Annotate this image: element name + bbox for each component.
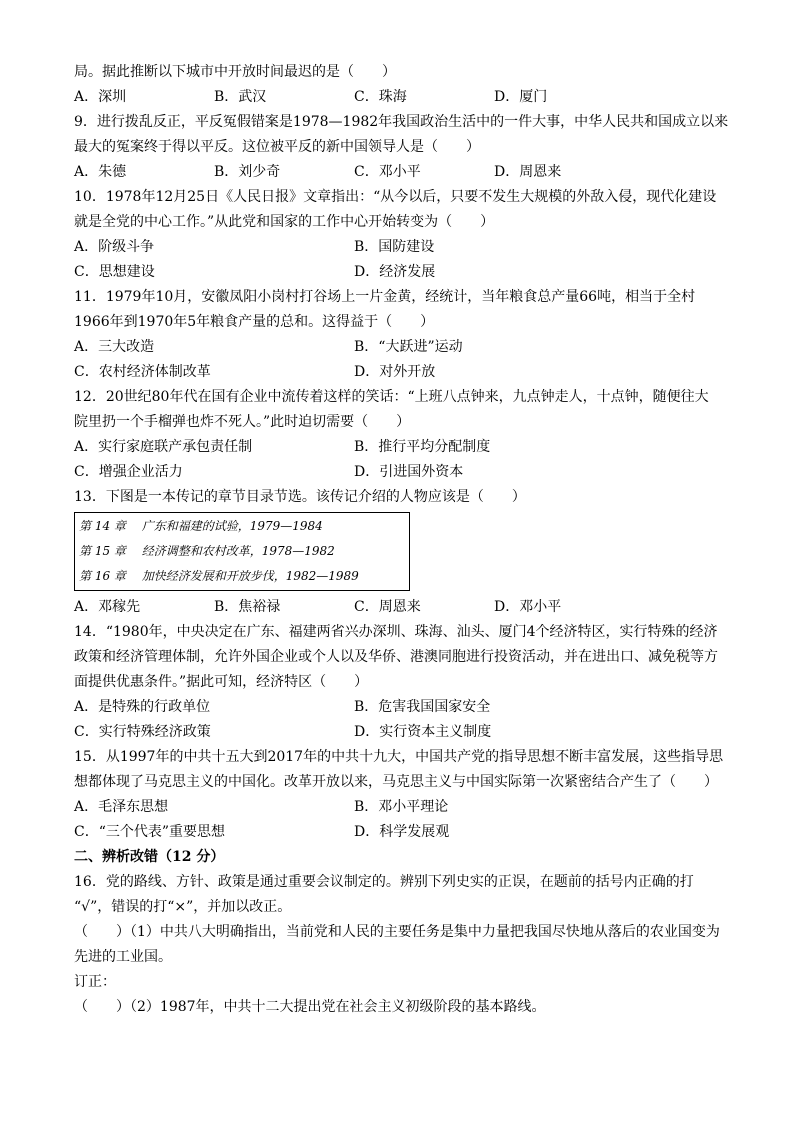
q10-stem-line: 10．1978年12月25日《人民日报》文章指出：“从今以后，只要不发生大规模的外敌入侵，现代化建设 [74,189,717,205]
q8-option-a[interactable]: A．深圳 [74,89,127,105]
q10-stem-line: 就是全党的中心工作。”从此党和国家的工作中心开始转变为（ ） [74,214,495,230]
section-heading: 二、辨析改错（12 分） [74,849,225,865]
q12-stem-line: 院里扔一个手榴弹也炸不死人。”此时迫切需要（ ） [74,414,411,430]
q13-option-d[interactable]: D．邓小平 [494,599,562,615]
q13-option-b[interactable]: B．焦裕禄 [214,599,281,615]
q10-option-c[interactable]: C．思想建设 [74,264,155,280]
q14-option-d[interactable]: D．实行资本主义制度 [354,724,492,740]
q13-stem-line: 13．下图是一本传记的章节目录节选。该传记介绍的人物应该是（ ） [74,489,526,505]
q11-option-b[interactable]: B．“大跃进”运动 [354,339,463,355]
q9-option-a[interactable]: A．朱德 [74,164,127,180]
q14-stem-line: 政策和经济管理体制，允许外国企业或个人以及华侨、港澳同胞进行投资活动，并在进出口、减免税等方 [74,649,718,665]
q9-option-c[interactable]: C．邓小平 [354,164,421,180]
q14-options-row2 [74,720,724,745]
chapter-toc-box [74,512,410,591]
q15-option-c[interactable]: C．“三个代表”重要思想 [74,824,226,840]
q16-item-1: （ ）（1）中共八大明确指出，当前党和人民的主要任务是集中力量把我国尽快地从落后的农业国变为 [74,924,720,940]
q15-option-b[interactable]: B．邓小平理论 [354,799,449,815]
q11-stem-line: 11．1979年10月，安徽凤阳小岗村打谷场上一片金黄，经统计，当年粮食总产量66吨，相当于全村 [74,289,696,305]
toc-entry: 第 14 章 广东和福建的试验，1979—1984 [79,519,323,533]
q10-options-row2 [74,260,724,285]
q9-options [74,160,724,185]
q16-correction-label: 订正： [74,974,116,990]
q11-option-c[interactable]: C．农村经济体制改革 [74,364,211,380]
q12-stem-line: 12．20世纪80年代在国有企业中流传着这样的笑话：“上班八点钟来，九点钟走人，十点钟，随便往大 [74,389,709,405]
q10-option-b[interactable]: B．国防建设 [354,239,435,255]
toc-entry: 第 16 章 加快经济发展和开放步伐，1982—1989 [79,569,359,583]
q15-option-a[interactable]: A．毛泽东思想 [74,799,169,815]
q14-stem-line: 14．“1980年，中央决定在广东、福建两省兴办深圳、珠海、汕头、厦门4个经济特区，实行特殊的经济 [74,624,718,640]
q15-options-row1 [74,795,724,820]
q14-option-b[interactable]: B．危害我国国家安全 [354,699,491,715]
q13-option-c[interactable]: C．周恩来 [354,599,421,615]
q14-stem-line: 面提供优惠条件。”据此可知，经济特区（ ） [74,674,369,690]
q13-option-a[interactable]: A．邓稼先 [74,599,141,615]
q8-option-c[interactable]: C．珠海 [354,89,407,105]
q11-option-a[interactable]: A．三大改造 [74,339,155,355]
q16-stem-line: 16．党的路线、方针、政策是通过重要会议制定的。辨别下列史实的正误，在题前的括号内正确的打 [74,874,694,890]
q12-option-a[interactable]: A．实行家庭联产承包责任制 [74,439,253,455]
q11-option-d[interactable]: D．对外开放 [354,364,436,380]
q10-options-row1 [74,235,724,260]
q9-option-b[interactable]: B．刘少奇 [214,164,281,180]
q15-stem-line: 想都体现了马克思主义的中国化。改革开放以来，马克思主义与中国实际第一次紧密结合产生了（ ） [74,774,718,790]
q15-options-row2 [74,820,724,845]
q15-stem-line: 15．从1997年的中共十五大到2017年的中共十九大，中国共产党的指导思想不断丰富发展，这些指导思 [74,749,724,765]
q14-option-a[interactable]: A．是特殊的行政单位 [74,699,211,715]
q8-option-b[interactable]: B．武汉 [214,89,267,105]
q12-options-row1 [74,435,724,460]
q8-stem: 局。据此推断以下城市中开放时间最迟的是（ ） [74,64,396,80]
q9-stem-line: 9．进行拨乱反正，平反冤假错案是1978—1982年我国政治生活中的一件大事，中华人民共和国成立以来 [74,114,729,130]
toc-entry: 第 15 章 经济调整和农村改革，1978—1982 [79,544,335,558]
q16-item-2: （ ）（2）1987年，中共十二大提出党在社会主义初级阶段的基本路线。 [74,999,546,1015]
q8-option-d[interactable]: D．厦门 [494,89,548,105]
q11-options-row2 [74,360,724,385]
q9-option-d[interactable]: D．周恩来 [494,164,562,180]
q11-options-row1 [74,335,724,360]
q10-option-d[interactable]: D．经济发展 [354,264,436,280]
q12-option-c[interactable]: C．增强企业活力 [74,464,183,480]
q14-options-row1 [74,695,724,720]
q15-option-d[interactable]: D．科学发展观 [354,824,450,840]
q16-item-1-cont: 先进的工业国。 [74,949,172,965]
q8-options [74,85,724,110]
q11-stem-line: 1966年到1970年5年粮食产量的总和。这得益于（ ） [74,314,435,330]
q12-option-b[interactable]: B．推行平均分配制度 [354,439,491,455]
q10-option-a[interactable]: A．阶级斗争 [74,239,155,255]
exam-page [74,60,729,1020]
q12-option-d[interactable]: D．引进国外资本 [354,464,464,480]
q9-stem-line: 最大的冤案终于得以平反。这位被平反的新中国领导人是（ ） [74,139,480,155]
q16-stem-line: “√”，错误的打“×”，并加以改正。 [74,899,292,915]
q14-option-c[interactable]: C．实行特殊经济政策 [74,724,211,740]
q12-options-row2 [74,460,724,485]
q13-options [74,595,724,620]
